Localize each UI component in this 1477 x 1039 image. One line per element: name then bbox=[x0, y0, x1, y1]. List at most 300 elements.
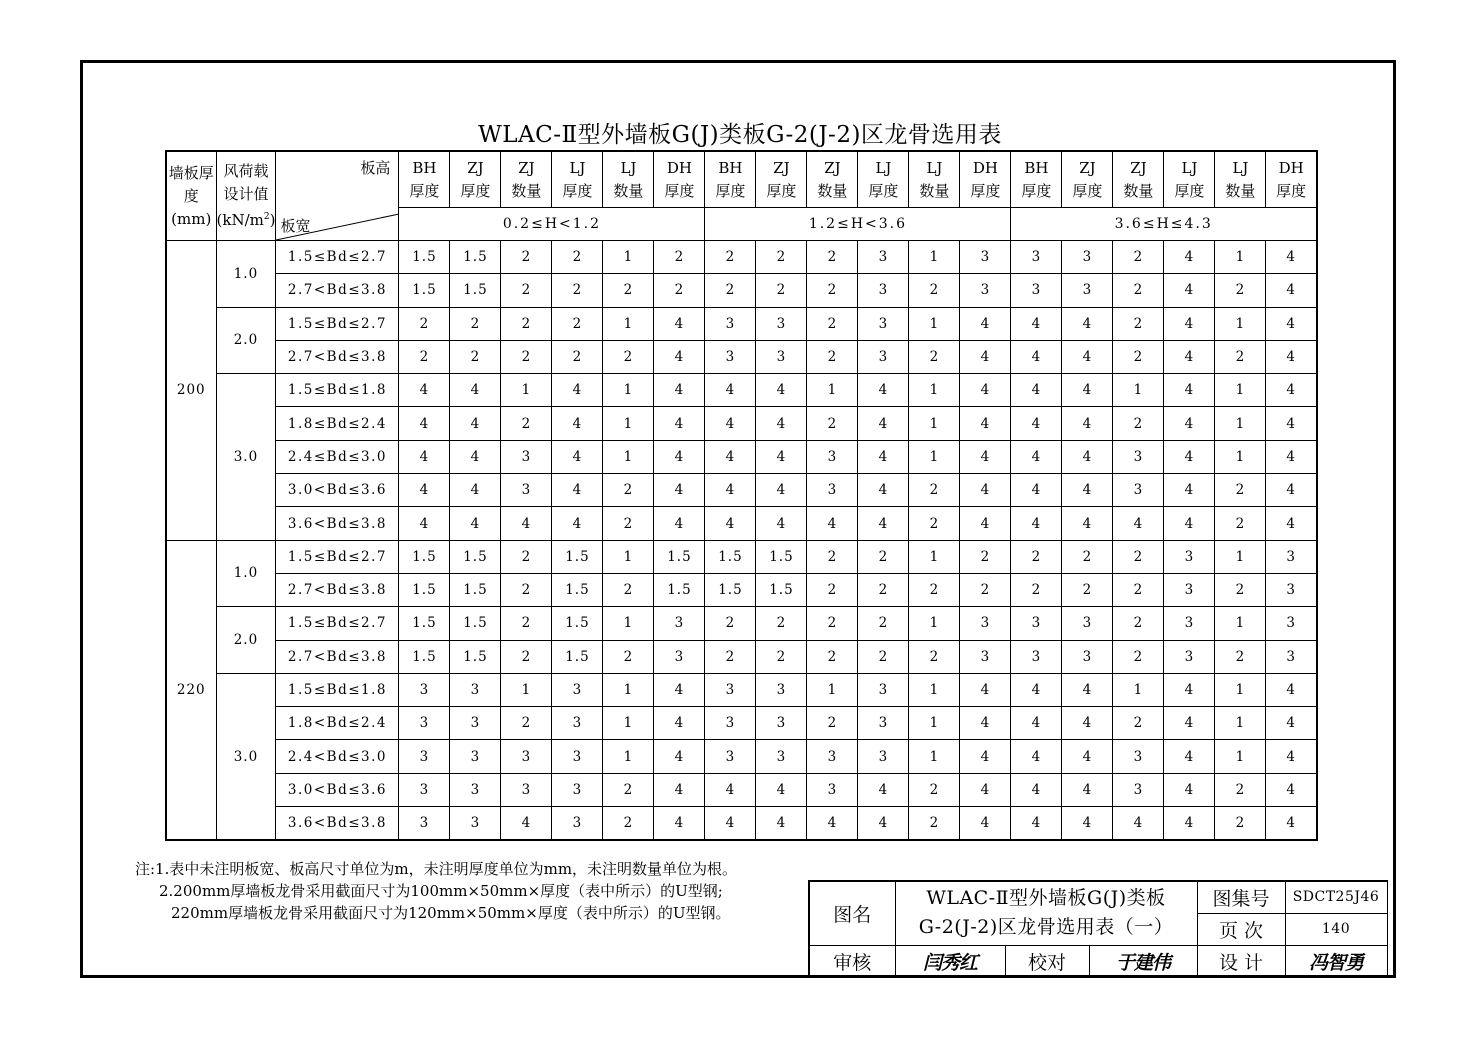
note-1: 注:1.表中未注明板宽、板高尺寸单位为m，未注明厚度单位为mm，未注明数量单位为根。 bbox=[135, 860, 738, 878]
value-cell: 2 bbox=[1215, 640, 1266, 673]
wind-load-cell: 3.0 bbox=[216, 673, 276, 840]
title-block bbox=[808, 880, 1388, 978]
value-cell: 2 bbox=[501, 573, 552, 606]
wind-load-cell: 1.0 bbox=[216, 540, 276, 607]
value-cell: 4 bbox=[960, 440, 1011, 473]
value-cell: 4 bbox=[756, 407, 807, 440]
wall-thickness-cell: 200 bbox=[166, 241, 216, 541]
wind-load-cell: 2.0 bbox=[216, 607, 276, 674]
value-cell: 3 bbox=[1062, 274, 1113, 307]
value-cell: 1.5 bbox=[450, 573, 501, 606]
value-cell: 4 bbox=[858, 807, 909, 841]
value-cell: 3 bbox=[960, 640, 1011, 673]
value-cell: 4 bbox=[756, 440, 807, 473]
value-cell: 2 bbox=[1215, 340, 1266, 373]
board-width-range: 3.0<Bd≤3.6 bbox=[276, 474, 399, 507]
value-cell: 2 bbox=[501, 540, 552, 573]
value-cell: 1.5 bbox=[552, 640, 603, 673]
board-width-range: 2.7<Bd≤3.8 bbox=[276, 274, 399, 307]
value-cell: 4 bbox=[450, 374, 501, 407]
header-board-height: 板高 bbox=[360, 159, 391, 177]
value-cell: 4 bbox=[1164, 507, 1215, 540]
value-cell: 1 bbox=[603, 540, 654, 573]
value-cell: 3 bbox=[399, 673, 450, 706]
page-title: WLAC-Ⅱ型外墙板G(J)类板G-2(J-2)区龙骨选用表 bbox=[478, 122, 1002, 148]
value-cell: 1.5 bbox=[399, 573, 450, 606]
value-cell: 2 bbox=[807, 640, 858, 673]
table-row bbox=[166, 740, 1317, 773]
value-cell: 4 bbox=[552, 507, 603, 540]
value-cell: 2 bbox=[909, 573, 960, 606]
value-cell: 4 bbox=[705, 507, 756, 540]
value-cell: 4 bbox=[1164, 374, 1215, 407]
value-cell: 3 bbox=[1062, 241, 1113, 274]
value-cell: 2 bbox=[960, 540, 1011, 573]
value-cell: 1.5 bbox=[756, 540, 807, 573]
value-cell: 4 bbox=[807, 507, 858, 540]
value-cell: 4 bbox=[450, 440, 501, 473]
value-cell: 2 bbox=[1215, 507, 1266, 540]
value-cell: 1 bbox=[603, 307, 654, 340]
value-cell: 3 bbox=[858, 307, 909, 340]
value-cell: 1 bbox=[501, 673, 552, 706]
value-cell: 4 bbox=[399, 374, 450, 407]
value-cell: 2 bbox=[807, 340, 858, 373]
value-cell: 4 bbox=[399, 407, 450, 440]
value-cell: 3 bbox=[705, 707, 756, 740]
board-width-range: 2.7<Bd≤3.8 bbox=[276, 340, 399, 373]
value-cell: 2 bbox=[756, 640, 807, 673]
value-cell: 1 bbox=[603, 707, 654, 740]
value-cell: 2 bbox=[1215, 773, 1266, 806]
value-cell: 4 bbox=[1062, 773, 1113, 806]
value-cell: 4 bbox=[1266, 474, 1317, 507]
column-header: LJ 厚度 bbox=[552, 151, 603, 208]
value-cell: 3 bbox=[1011, 607, 1062, 640]
value-cell: 1.5 bbox=[399, 274, 450, 307]
value-cell: 4 bbox=[1062, 707, 1113, 740]
value-cell: 4 bbox=[552, 374, 603, 407]
table-row bbox=[166, 640, 1317, 673]
board-width-range: 3.0<Bd≤3.6 bbox=[276, 773, 399, 806]
value-cell: 2 bbox=[1113, 307, 1164, 340]
value-cell: 4 bbox=[705, 407, 756, 440]
value-cell: 4 bbox=[1011, 340, 1062, 373]
value-cell: 4 bbox=[960, 474, 1011, 507]
column-header: LJ 数量 bbox=[1215, 151, 1266, 208]
value-cell: 4 bbox=[654, 307, 705, 340]
value-cell: 2 bbox=[705, 274, 756, 307]
value-cell: 4 bbox=[1266, 274, 1317, 307]
board-width-range: 1.5≤Bd≤2.7 bbox=[276, 241, 399, 274]
value-cell: 4 bbox=[807, 807, 858, 841]
value-cell: 4 bbox=[858, 407, 909, 440]
keel-selection-table bbox=[165, 150, 1318, 841]
table-row bbox=[166, 507, 1317, 540]
value-cell: 3 bbox=[654, 607, 705, 640]
value-cell: 3 bbox=[399, 807, 450, 841]
header-wind-load bbox=[216, 151, 276, 241]
value-cell: 2 bbox=[807, 274, 858, 307]
value-cell: 4 bbox=[1011, 374, 1062, 407]
value-cell: 1 bbox=[603, 740, 654, 773]
value-cell: 4 bbox=[1164, 474, 1215, 507]
value-cell: 4 bbox=[1164, 274, 1215, 307]
value-cell: 4 bbox=[450, 474, 501, 507]
value-cell: 2 bbox=[603, 274, 654, 307]
value-cell: 2 bbox=[909, 507, 960, 540]
value-cell: 4 bbox=[399, 440, 450, 473]
value-cell: 4 bbox=[654, 707, 705, 740]
value-cell: 2 bbox=[807, 707, 858, 740]
value-cell: 4 bbox=[1266, 773, 1317, 806]
table-row bbox=[166, 374, 1317, 407]
value-cell: 3 bbox=[399, 740, 450, 773]
value-cell: 4 bbox=[960, 673, 1011, 706]
value-cell: 1 bbox=[1113, 673, 1164, 706]
value-cell: 3 bbox=[756, 707, 807, 740]
table-row bbox=[166, 307, 1317, 340]
value-cell: 1.5 bbox=[450, 607, 501, 640]
table-row bbox=[166, 241, 1317, 274]
value-cell: 2 bbox=[501, 274, 552, 307]
value-cell: 3 bbox=[756, 673, 807, 706]
value-cell: 4 bbox=[1011, 407, 1062, 440]
value-cell: 2 bbox=[1113, 607, 1164, 640]
value-cell: 2 bbox=[909, 274, 960, 307]
value-cell: 4 bbox=[858, 440, 909, 473]
value-cell: 2 bbox=[909, 640, 960, 673]
value-cell: 4 bbox=[1266, 673, 1317, 706]
value-cell: 1.5 bbox=[654, 573, 705, 606]
value-cell: 1.5 bbox=[450, 274, 501, 307]
value-cell: 2 bbox=[807, 607, 858, 640]
value-cell: 4 bbox=[705, 440, 756, 473]
value-cell: 3 bbox=[1164, 607, 1215, 640]
value-cell: 3 bbox=[1062, 607, 1113, 640]
table-row bbox=[166, 673, 1317, 706]
column-header: DH 厚度 bbox=[1266, 151, 1317, 208]
value-cell: 4 bbox=[1164, 673, 1215, 706]
value-cell: 2 bbox=[501, 607, 552, 640]
value-cell: 4 bbox=[654, 507, 705, 540]
value-cell: 4 bbox=[858, 474, 909, 507]
value-cell: 2 bbox=[756, 241, 807, 274]
value-cell: 2 bbox=[756, 274, 807, 307]
value-cell: 2 bbox=[1215, 807, 1266, 841]
value-cell: 1 bbox=[807, 374, 858, 407]
value-cell: 1.5 bbox=[450, 540, 501, 573]
value-cell: 2 bbox=[399, 307, 450, 340]
value-cell: 3 bbox=[705, 740, 756, 773]
value-cell: 4 bbox=[1062, 474, 1113, 507]
value-cell: 4 bbox=[705, 807, 756, 841]
board-width-range: 2.7<Bd≤3.8 bbox=[276, 573, 399, 606]
value-cell: 4 bbox=[450, 507, 501, 540]
value-cell: 2 bbox=[654, 241, 705, 274]
value-cell: 1 bbox=[603, 607, 654, 640]
board-width-range: 1.5≤Bd≤2.7 bbox=[276, 607, 399, 640]
value-cell: 4 bbox=[1266, 740, 1317, 773]
value-cell: 3 bbox=[756, 340, 807, 373]
table-row bbox=[166, 340, 1317, 373]
title-block-design-label: 设 计 bbox=[1197, 945, 1285, 977]
value-cell: 4 bbox=[552, 407, 603, 440]
value-cell: 2 bbox=[1062, 573, 1113, 606]
value-cell: 4 bbox=[1011, 440, 1062, 473]
value-cell: 2 bbox=[603, 474, 654, 507]
title-block-drawing-name bbox=[895, 881, 1197, 945]
value-cell: 4 bbox=[960, 807, 1011, 841]
title-block-name-label: 图名 bbox=[809, 881, 895, 945]
value-cell: 4 bbox=[960, 707, 1011, 740]
value-cell: 4 bbox=[1011, 307, 1062, 340]
board-width-range: 3.6<Bd≤3.8 bbox=[276, 507, 399, 540]
value-cell: 1 bbox=[603, 407, 654, 440]
table-row bbox=[166, 474, 1317, 507]
value-cell: 2 bbox=[654, 274, 705, 307]
value-cell: 4 bbox=[501, 807, 552, 841]
table-row bbox=[166, 807, 1317, 841]
value-cell: 3 bbox=[1164, 640, 1215, 673]
value-cell: 2 bbox=[1113, 241, 1164, 274]
board-width-range: 1.8≤Bd≤2.4 bbox=[276, 407, 399, 440]
board-width-range: 3.6<Bd≤3.8 bbox=[276, 807, 399, 841]
title-block-review-label: 审核 bbox=[809, 945, 895, 977]
value-cell: 1 bbox=[603, 673, 654, 706]
value-cell: 2 bbox=[1113, 640, 1164, 673]
column-header: LJ 数量 bbox=[909, 151, 960, 208]
board-width-range: 1.5≤Bd≤2.7 bbox=[276, 540, 399, 573]
value-cell: 2 bbox=[501, 640, 552, 673]
height-range-header: 1.2≤H<3.6 bbox=[705, 208, 1011, 241]
value-cell: 1 bbox=[603, 374, 654, 407]
value-cell: 3 bbox=[807, 773, 858, 806]
column-header: ZJ 数量 bbox=[501, 151, 552, 208]
value-cell: 4 bbox=[1062, 407, 1113, 440]
value-cell: 4 bbox=[1266, 307, 1317, 340]
value-cell: 4 bbox=[552, 440, 603, 473]
column-header: ZJ 厚度 bbox=[1062, 151, 1113, 208]
column-header: DH 厚度 bbox=[960, 151, 1011, 208]
title-block-atlas-no: SDCT25J46 bbox=[1285, 881, 1387, 913]
value-cell: 2 bbox=[603, 340, 654, 373]
title-block-page-no: 140 bbox=[1285, 913, 1387, 945]
value-cell: 4 bbox=[654, 474, 705, 507]
value-cell: 1 bbox=[1215, 740, 1266, 773]
value-cell: 3 bbox=[960, 607, 1011, 640]
value-cell: 3 bbox=[705, 340, 756, 373]
value-cell: 1 bbox=[1215, 707, 1266, 740]
value-cell: 4 bbox=[1164, 807, 1215, 841]
value-cell: 3 bbox=[450, 740, 501, 773]
value-cell: 1 bbox=[1215, 440, 1266, 473]
value-cell: 3 bbox=[1266, 607, 1317, 640]
value-cell: 4 bbox=[654, 440, 705, 473]
table-row bbox=[166, 274, 1317, 307]
value-cell: 3 bbox=[399, 773, 450, 806]
notes bbox=[135, 858, 737, 924]
value-cell: 4 bbox=[654, 773, 705, 806]
drawing-name-line2: G-2(J-2)区龙骨选用表（一） bbox=[918, 916, 1174, 939]
value-cell: 4 bbox=[654, 807, 705, 841]
board-width-range: 2.4≤Bd≤3.0 bbox=[276, 440, 399, 473]
value-cell: 2 bbox=[858, 540, 909, 573]
value-cell: 4 bbox=[1266, 807, 1317, 841]
value-cell: 4 bbox=[501, 507, 552, 540]
value-cell: 4 bbox=[705, 374, 756, 407]
review-signature: 闫秀红 bbox=[895, 945, 1005, 977]
value-cell: 1 bbox=[909, 607, 960, 640]
table-row bbox=[166, 773, 1317, 806]
value-cell: 4 bbox=[1011, 673, 1062, 706]
column-header: ZJ 数量 bbox=[807, 151, 858, 208]
value-cell: 3 bbox=[501, 773, 552, 806]
value-cell: 3 bbox=[399, 707, 450, 740]
value-cell: 3 bbox=[1113, 740, 1164, 773]
board-width-range: 1.5≤Bd≤1.8 bbox=[276, 673, 399, 706]
value-cell: 1 bbox=[909, 307, 960, 340]
value-cell: 2 bbox=[1113, 540, 1164, 573]
value-cell: 4 bbox=[705, 773, 756, 806]
value-cell: 4 bbox=[1164, 740, 1215, 773]
height-range-header: 0.2≤H<1.2 bbox=[399, 208, 705, 241]
value-cell: 3 bbox=[960, 274, 1011, 307]
value-cell: 3 bbox=[450, 707, 501, 740]
value-cell: 1.5 bbox=[399, 540, 450, 573]
value-cell: 4 bbox=[552, 474, 603, 507]
value-cell: 4 bbox=[756, 474, 807, 507]
value-cell: 3 bbox=[450, 807, 501, 841]
value-cell: 4 bbox=[705, 474, 756, 507]
value-cell: 4 bbox=[756, 374, 807, 407]
value-cell: 4 bbox=[1164, 707, 1215, 740]
value-cell: 4 bbox=[1011, 773, 1062, 806]
value-cell: 2 bbox=[1113, 407, 1164, 440]
value-cell: 4 bbox=[1266, 440, 1317, 473]
value-cell: 1 bbox=[501, 374, 552, 407]
value-cell: 3 bbox=[960, 241, 1011, 274]
column-header: BH 厚度 bbox=[399, 151, 450, 208]
value-cell: 4 bbox=[1113, 807, 1164, 841]
value-cell: 4 bbox=[756, 773, 807, 806]
value-cell: 4 bbox=[756, 807, 807, 841]
value-cell: 1.5 bbox=[399, 640, 450, 673]
value-cell: 4 bbox=[960, 773, 1011, 806]
value-cell: 4 bbox=[960, 307, 1011, 340]
value-cell: 4 bbox=[960, 374, 1011, 407]
value-cell: 1 bbox=[1215, 307, 1266, 340]
value-cell: 2 bbox=[450, 340, 501, 373]
value-cell: 3 bbox=[1164, 540, 1215, 573]
value-cell: 4 bbox=[399, 507, 450, 540]
value-cell: 4 bbox=[1164, 340, 1215, 373]
value-cell: 1 bbox=[1215, 407, 1266, 440]
value-cell: 2 bbox=[705, 607, 756, 640]
header-diagonal-cell bbox=[276, 151, 399, 241]
check-signature: 于建伟 bbox=[1089, 945, 1197, 977]
column-header: DH 厚度 bbox=[654, 151, 705, 208]
value-cell: 3 bbox=[1266, 573, 1317, 606]
value-cell: 3 bbox=[705, 307, 756, 340]
wind-load-cell: 3.0 bbox=[216, 374, 276, 540]
value-cell: 2 bbox=[807, 540, 858, 573]
value-cell: 4 bbox=[654, 673, 705, 706]
value-cell: 2 bbox=[909, 474, 960, 507]
value-cell: 2 bbox=[1215, 274, 1266, 307]
value-cell: 4 bbox=[960, 340, 1011, 373]
table-row bbox=[166, 440, 1317, 473]
value-cell: 2 bbox=[501, 407, 552, 440]
value-cell: 2 bbox=[501, 241, 552, 274]
value-cell: 2 bbox=[1215, 474, 1266, 507]
value-cell: 1.5 bbox=[654, 540, 705, 573]
value-cell: 3 bbox=[858, 707, 909, 740]
value-cell: 4 bbox=[1062, 307, 1113, 340]
value-cell: 4 bbox=[450, 407, 501, 440]
value-cell: 3 bbox=[1011, 640, 1062, 673]
value-cell: 3 bbox=[1266, 540, 1317, 573]
value-cell: 1 bbox=[1215, 607, 1266, 640]
wind-load-cell: 2.0 bbox=[216, 307, 276, 374]
value-cell: 1.5 bbox=[399, 241, 450, 274]
value-cell: 1.5 bbox=[450, 640, 501, 673]
value-cell: 2 bbox=[501, 707, 552, 740]
table-row bbox=[166, 407, 1317, 440]
value-cell: 4 bbox=[756, 507, 807, 540]
value-cell: 2 bbox=[756, 607, 807, 640]
value-cell: 4 bbox=[960, 507, 1011, 540]
value-cell: 4 bbox=[1266, 507, 1317, 540]
value-cell: 1 bbox=[1215, 540, 1266, 573]
value-cell: 3 bbox=[552, 807, 603, 841]
value-cell: 4 bbox=[1164, 307, 1215, 340]
design-signature: 冯智勇 bbox=[1285, 945, 1387, 977]
column-header: LJ 数量 bbox=[603, 151, 654, 208]
value-cell: 2 bbox=[399, 340, 450, 373]
value-cell: 1 bbox=[1215, 241, 1266, 274]
value-cell: 1 bbox=[909, 540, 960, 573]
value-cell: 4 bbox=[654, 374, 705, 407]
value-cell: 4 bbox=[858, 507, 909, 540]
value-cell: 4 bbox=[1266, 707, 1317, 740]
table-row bbox=[166, 573, 1317, 606]
wind-load-cell: 1.0 bbox=[216, 241, 276, 308]
column-header: BH 厚度 bbox=[1011, 151, 1062, 208]
value-cell: 1 bbox=[603, 241, 654, 274]
value-cell: 2 bbox=[603, 773, 654, 806]
value-cell: 1 bbox=[909, 740, 960, 773]
board-width-range: 1.5≤Bd≤2.7 bbox=[276, 307, 399, 340]
value-cell: 4 bbox=[1011, 740, 1062, 773]
value-cell: 2 bbox=[1011, 573, 1062, 606]
value-cell: 4 bbox=[1164, 407, 1215, 440]
value-cell: 3 bbox=[858, 274, 909, 307]
header-board-width: 板宽 bbox=[280, 217, 311, 235]
value-cell: 2 bbox=[1113, 340, 1164, 373]
value-cell: 4 bbox=[1062, 507, 1113, 540]
value-cell: 3 bbox=[450, 673, 501, 706]
column-header: BH 厚度 bbox=[705, 151, 756, 208]
value-cell: 3 bbox=[501, 740, 552, 773]
value-cell: 2 bbox=[1113, 274, 1164, 307]
value-cell: 2 bbox=[858, 573, 909, 606]
value-cell: 3 bbox=[501, 474, 552, 507]
value-cell: 4 bbox=[1266, 407, 1317, 440]
value-cell: 2 bbox=[603, 807, 654, 841]
value-cell: 1.5 bbox=[705, 540, 756, 573]
value-cell: 4 bbox=[858, 773, 909, 806]
